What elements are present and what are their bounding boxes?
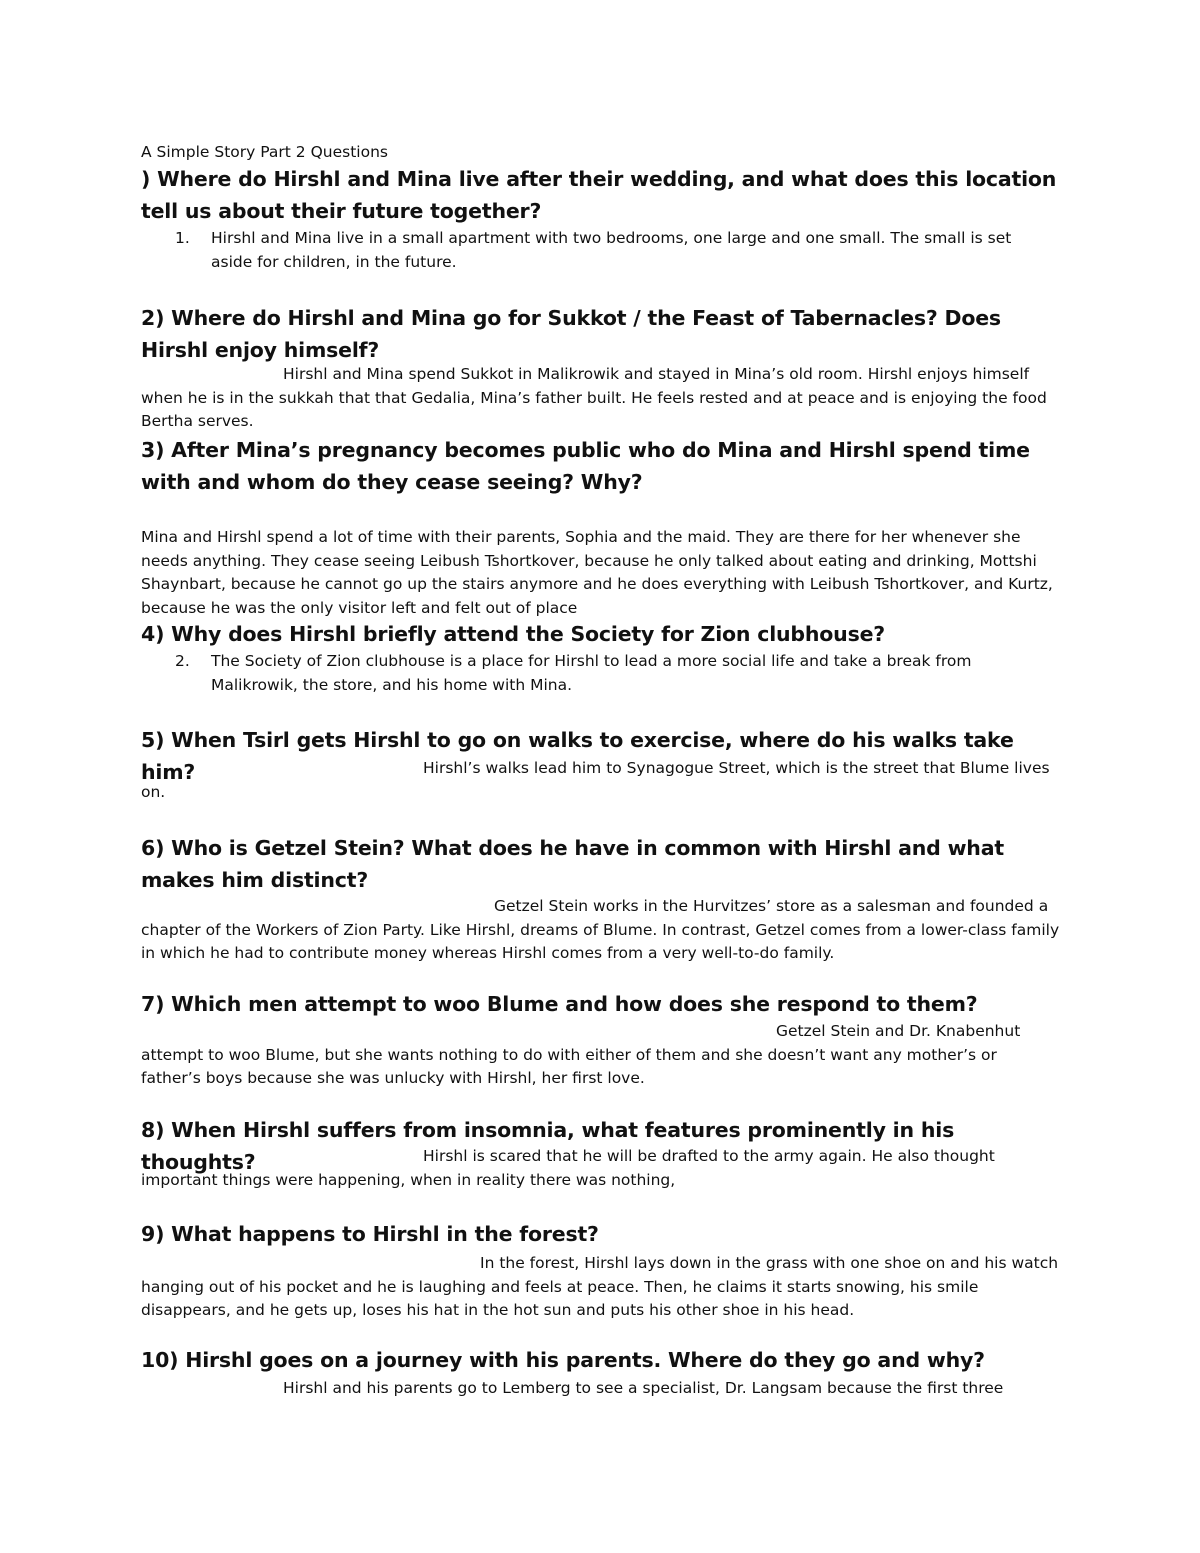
question-2: 2) Where do Hirshl and Mina go for Sukkot / the Feast of Tabernacles? Does Hirshl enjoy himself? xyxy=(141,306,1001,362)
answer-1-number: 1. xyxy=(175,229,190,247)
answer-1-text: Hirshl and Mina live in a small apartment with two bedrooms, one large and one small. The small is set aside for children, in the future. xyxy=(211,229,1012,271)
answer-4 xyxy=(175,650,1055,697)
question-9: 9) What happens to Hirshl in the forest? xyxy=(141,1222,599,1246)
question-6: 6) Who is Getzel Stein? What does he have in common with Hirshl and what makes him distinct? xyxy=(141,836,1004,892)
question-7: 7) Which men attempt to woo Blume and how does she respond to them? xyxy=(141,992,978,1016)
document-title: A Simple Story Part 2 Questions xyxy=(141,143,388,161)
answer-7: Getzel Stein and Dr. Knabenhut attempt to woo Blume, but she wants nothing to do with either of them and she doesn’t want any mother’s or father’s boys because she was unlucky with Hirshl, her first love. xyxy=(141,1022,1021,1087)
question-5: 5) When Tsirl gets Hirshl to go on walks to exercise, where do his walks take him? xyxy=(141,728,1014,784)
answer-4-number: 2. xyxy=(175,652,190,670)
answer-9: In the forest, Hirshl lays down in the grass with one shoe on and his watch hanging out of his pocket and he is laughing and feels at peace. Then, he claims it starts snowing, his smile disappears, and he gets up, loses his hat in the hot sun and puts his other shoe in his head. xyxy=(141,1254,1059,1319)
question-10: 10) Hirshl goes on a journey with his parents. Where do they go and why? xyxy=(141,1348,985,1372)
answer-3: Mina and Hirshl spend a lot of time with their parents, Sophia and the maid. They are there for her whenever she needs anything. They cease seeing Leibush Tshortkover, because he only talked about eating and drinking, Mottshi Shaynbart, because he cannot go up the stairs anymore and he does everything with Leibush Tshortkover, and Kurtz, because he was the only visitor left and felt out of place xyxy=(141,528,1053,617)
question-4: 4) Why does Hirshl briefly attend the Society for Zion clubhouse? xyxy=(141,622,885,646)
answer-6: Getzel Stein works in the Hurvitzes’ store as a salesman and founded a chapter of the Workers of Zion Party. Like Hirshl, dreams of Blume. In contrast, Getzel comes from a lower-class family in which he had to contribute money whereas Hirshl comes from a very well-to-do family. xyxy=(141,897,1060,962)
answer-10: Hirshl and his parents go to Lemberg to see a specialist, Dr. Langsam because the first three xyxy=(283,1379,1004,1397)
question-3: 3) After Mina’s pregnancy becomes public who do Mina and Hirshl spend time with and whom do they cease seeing? Why? xyxy=(141,438,1030,494)
question-1: ) Where do Hirshl and Mina live after their wedding, and what does this location tell us about their future together? xyxy=(141,167,1057,223)
answer-2: Hirshl and Mina spend Sukkot in Malikrowik and stayed in Mina’s old room. Hirshl enjoys himself when he is in the sukkah that that Gedalia, Mina’s father built. He feels rested and at peace and is enjoying the food Bertha serves. xyxy=(141,365,1047,430)
question-8: 8) When Hirshl suffers from insomnia, what features prominently in his thoughts? xyxy=(141,1118,955,1174)
answer-4-text: The Society of Zion clubhouse is a place for Hirshl to lead a more social life and take a break from Malikrowik, the store, and his home with Mina. xyxy=(211,652,972,694)
answer-5: Hirshl’s walks lead him to Synagogue Street, which is the street that Blume lives on. xyxy=(141,759,1050,801)
answer-8: Hirshl is scared that he will be drafted to the army again. He also thought important things were happening, when in reality there was nothing, xyxy=(141,1147,995,1189)
answer-1 xyxy=(175,227,1055,274)
